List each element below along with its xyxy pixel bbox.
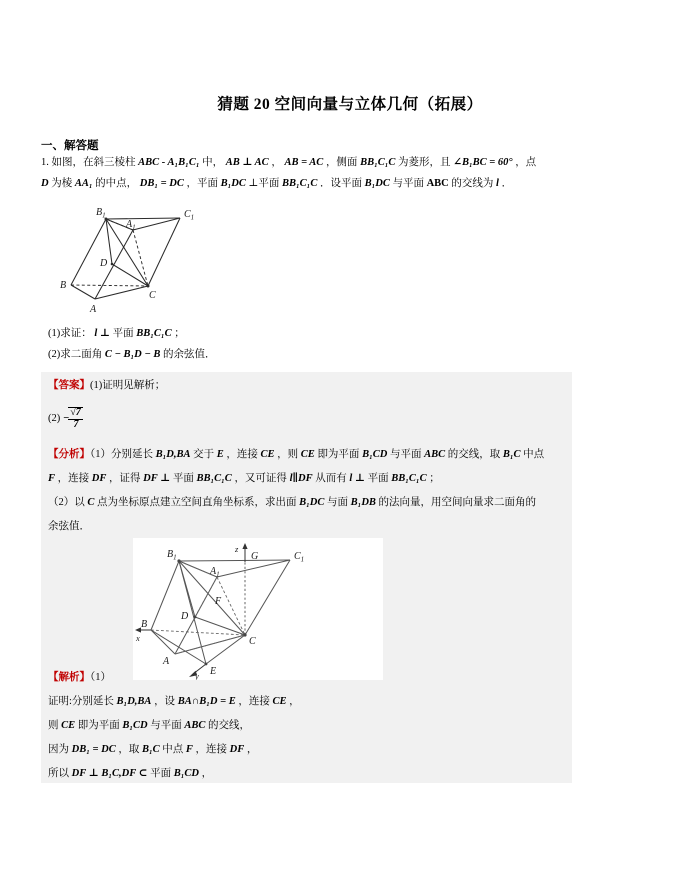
analysis-text-1c: ，连接 bbox=[226, 449, 258, 460]
figure1-label-A1: $A_1$ bbox=[126, 219, 136, 232]
solution-text-1c: ，连接 bbox=[238, 696, 270, 707]
figure2-label-A1: $A_1$ bbox=[210, 566, 220, 579]
figure2-axis-x: x bbox=[136, 633, 140, 643]
analysis-line-1 bbox=[48, 447, 544, 462]
solution-math-10: DF bbox=[229, 744, 245, 755]
solution-math-3: CE bbox=[272, 696, 287, 707]
solution-text-3d: ，连接 bbox=[195, 744, 228, 755]
solution-math-9: F bbox=[185, 744, 193, 755]
answer-tag: 【答案】 bbox=[48, 380, 90, 391]
figure2-label-E: E bbox=[210, 666, 217, 677]
problem-math-12: ABC bbox=[426, 178, 449, 189]
analysis-math-8: F bbox=[48, 473, 56, 484]
analysis-text-3c: 与面 bbox=[327, 497, 349, 508]
solution-text-2d: 的交线， bbox=[208, 720, 251, 731]
analysis-math-16: B₁DC bbox=[299, 497, 325, 508]
solution-line-1 bbox=[48, 694, 300, 709]
question-2-math-1: C − B₁D − B bbox=[104, 349, 161, 360]
problem-math-4: BB₁C₁C bbox=[360, 157, 396, 168]
question-1 bbox=[48, 326, 185, 341]
analysis-text-2b: ，证得 bbox=[108, 473, 141, 484]
analysis-math-12: l∥DF bbox=[289, 473, 313, 484]
problem-line-1 bbox=[41, 155, 536, 170]
solution-text-3a: 因为 bbox=[48, 744, 69, 755]
prism-with-axes-diagram bbox=[133, 538, 383, 680]
figure1-label-A: A bbox=[90, 304, 97, 314]
problem-text-1c: ， bbox=[271, 157, 282, 168]
solution-math-4: CE bbox=[61, 720, 76, 731]
problem-text-2e: ⊥平面 bbox=[248, 178, 280, 189]
problem-text-2i: ． bbox=[501, 178, 513, 189]
solution-text-1b: ，设 bbox=[154, 696, 176, 707]
problem-math-6: D bbox=[41, 178, 49, 189]
solution-text-1a: 证明:分别延长 bbox=[48, 696, 114, 707]
solution-text-4c: ， bbox=[201, 768, 213, 779]
solution-math-8: B₁C bbox=[141, 744, 160, 755]
solution-tag: 【解析】 bbox=[48, 672, 90, 683]
solution-text-2b: 即为平面 bbox=[77, 720, 120, 731]
analysis-text-1f: 与平面 bbox=[389, 449, 422, 460]
problem-text-1e: 为菱形，且 bbox=[398, 157, 451, 168]
question-1-text-b: 平面 bbox=[112, 328, 134, 339]
answer-part1: (1)证明见解析； bbox=[90, 380, 166, 391]
solution-text-2c: 与平面 bbox=[150, 720, 182, 731]
analysis-math-7: B₁C bbox=[502, 449, 521, 460]
problem-number: 1. bbox=[41, 157, 49, 168]
figure2-label-D: D bbox=[181, 611, 189, 622]
problem-math-2: AB ⊥ AC bbox=[225, 157, 269, 168]
answer-line-1 bbox=[48, 378, 165, 393]
analysis-text-2e: 从而有 bbox=[315, 473, 347, 484]
problem-math-5: ∠B₁BC = 60° bbox=[453, 157, 513, 168]
figure2-label-B1: $B_1$ bbox=[167, 549, 177, 562]
analysis-math-5: B₁CD bbox=[362, 449, 388, 460]
solution-math-12: B₁CD bbox=[173, 768, 199, 779]
question-2-text-a: 求二面角 bbox=[60, 349, 103, 360]
analysis-text-2d: ，又可证得 bbox=[234, 473, 287, 484]
answer-minus-sign: − bbox=[62, 413, 70, 424]
problem-math-10: BB₁C₁C bbox=[281, 178, 318, 189]
analysis-math-13: l ⊥ bbox=[349, 473, 365, 484]
problem-math-1: ABC - A₁B₁C₁ bbox=[138, 157, 200, 168]
analysis-text-2a: ，连接 bbox=[57, 473, 90, 484]
fraction-denominator: 7 bbox=[73, 418, 79, 430]
problem-line-2 bbox=[41, 176, 512, 191]
solution-math-6: ABC bbox=[184, 720, 206, 731]
analysis-math-2: E bbox=[216, 449, 224, 460]
analysis-math-15: C bbox=[87, 497, 95, 508]
answer-line-2 bbox=[48, 407, 83, 430]
analysis-tag: 【分析】 bbox=[48, 449, 90, 460]
problem-text-2h: 的交线为 bbox=[451, 178, 494, 189]
solution-text-3b: ，取 bbox=[118, 744, 140, 755]
question-1-text-c: ； bbox=[174, 328, 185, 339]
analysis-math-14: BB₁C₁C bbox=[391, 473, 427, 484]
figure2-label-B: B bbox=[141, 619, 148, 630]
analysis-text-3a: （2）以 bbox=[48, 497, 85, 508]
figure2-label-C: C bbox=[249, 636, 256, 647]
analysis-text-1b: 交于 bbox=[193, 449, 215, 460]
analysis-math-1: B₁D,BA bbox=[155, 449, 191, 460]
analysis-math-11: BB₁C₁C bbox=[196, 473, 232, 484]
problem-text-1d: ，侧面 bbox=[325, 157, 358, 168]
section-heading: 一、解答题 bbox=[41, 140, 99, 152]
solution-text-2a: 则 bbox=[48, 720, 59, 731]
answer-part2-number: (2) bbox=[48, 413, 61, 424]
problem-math-11: B₁DC bbox=[364, 178, 390, 189]
analysis-line-3 bbox=[48, 495, 536, 510]
question-1-math-1: l ⊥ bbox=[94, 328, 110, 339]
question-2 bbox=[48, 347, 215, 362]
analysis-math-10: DF ⊥ bbox=[143, 473, 171, 484]
analysis-text-1a: （1）分别延长 bbox=[90, 449, 153, 460]
figure2-label-G: G bbox=[251, 551, 259, 562]
solution-text-4a: 所以 bbox=[48, 768, 69, 779]
problem-text-2c: 的中点， bbox=[95, 178, 138, 189]
figure1-label-D: D bbox=[100, 258, 108, 269]
problem-math-9: B₁DC bbox=[220, 178, 246, 189]
analysis-text-1h: 中点 bbox=[523, 449, 545, 460]
analysis-math-4: CE bbox=[300, 449, 315, 460]
solution-line-4 bbox=[48, 766, 212, 781]
analysis-text-2c: 平面 bbox=[172, 473, 194, 484]
figure2-axis-z: z bbox=[235, 544, 239, 554]
analysis-text-4: 余弦值． bbox=[48, 521, 90, 532]
figure2-label-F: F bbox=[215, 596, 222, 607]
figure2-label-A: A bbox=[163, 656, 170, 667]
analysis-text-3b: 点为坐标原点建立空间直角坐标系，求出面 bbox=[97, 497, 297, 508]
analysis-text-1e: 即为平面 bbox=[317, 449, 360, 460]
analysis-text-2f: 平面 bbox=[367, 473, 389, 484]
analysis-line-2 bbox=[48, 471, 440, 486]
figure1-label-B: B bbox=[60, 280, 67, 291]
solution-math-7: DB₁ = DC bbox=[71, 744, 116, 755]
problem-math-7: AA₁ bbox=[74, 178, 93, 189]
solution-math-5: B₁CD bbox=[122, 720, 148, 731]
problem-math-3: AB = AC bbox=[284, 157, 324, 168]
problem-text-1f: ，点 bbox=[515, 157, 537, 168]
analysis-math-17: B₁DB bbox=[350, 497, 376, 508]
solution-part: （1） bbox=[90, 672, 111, 683]
question-1-math-2: BB₁C₁C bbox=[136, 328, 172, 339]
analysis-math-3: CE bbox=[260, 449, 275, 460]
solution-math-11: DF ⊥ B₁C,DF ⊂ bbox=[71, 768, 148, 779]
analysis-text-3d: 的法向量，用空间向量求二面角的 bbox=[378, 497, 537, 508]
figure1-label-C: C bbox=[149, 290, 156, 301]
oblique-prism-diagram bbox=[58, 202, 288, 314]
question-1-text-a: 求证： bbox=[60, 328, 92, 339]
fraction-numerator: √7 bbox=[70, 407, 81, 418]
solution-line-3 bbox=[48, 742, 257, 757]
problem-text-2d: ，平面 bbox=[186, 178, 218, 189]
solution-text-4b: 平面 bbox=[150, 768, 172, 779]
problem-text-2f: ．设平面 bbox=[319, 178, 362, 189]
problem-text-1b: 中， bbox=[202, 157, 224, 168]
problem-math-8: DB₁ = DC bbox=[139, 178, 184, 189]
solution-text-3e: ， bbox=[246, 744, 258, 755]
analysis-text-1d: ，则 bbox=[277, 449, 299, 460]
figure1-label-B1: $B_1$ bbox=[96, 207, 106, 220]
solution-text-3c: 中点 bbox=[162, 744, 184, 755]
question-2-text-b: 的余弦值． bbox=[162, 349, 216, 360]
problem-text-2g: 与平面 bbox=[392, 178, 424, 189]
question-1-number: (1) bbox=[48, 328, 61, 339]
figure1-label-C1: $C_1$ bbox=[184, 209, 195, 222]
page-title: 猜题 20 空间向量与立体几何（拓展） bbox=[217, 96, 483, 113]
analysis-math-9: DF bbox=[91, 473, 107, 484]
question-2-number: (2) bbox=[48, 349, 61, 360]
analysis-text-2g: ； bbox=[429, 473, 440, 484]
solution-math-1: B₁D,BA bbox=[116, 696, 152, 707]
problem-text-2b: 为棱 bbox=[51, 178, 73, 189]
solution-math-2: BA∩B₁D = E bbox=[177, 696, 236, 707]
analysis-line-4 bbox=[48, 519, 90, 534]
problem-text-1a: 如图，在斜三棱柱 bbox=[51, 157, 136, 168]
answer-fraction bbox=[69, 407, 83, 430]
figure2-label-C1: $C_1$ bbox=[294, 551, 305, 564]
solution-line-2 bbox=[48, 718, 250, 733]
figure2-axis-y: y bbox=[195, 671, 199, 680]
solution-text-1d: ， bbox=[289, 696, 300, 707]
analysis-math-6: ABC bbox=[424, 449, 446, 460]
analysis-text-1g: 的交线，取 bbox=[447, 449, 501, 460]
solution-header bbox=[48, 670, 111, 685]
problem-math-13: l bbox=[496, 178, 499, 189]
